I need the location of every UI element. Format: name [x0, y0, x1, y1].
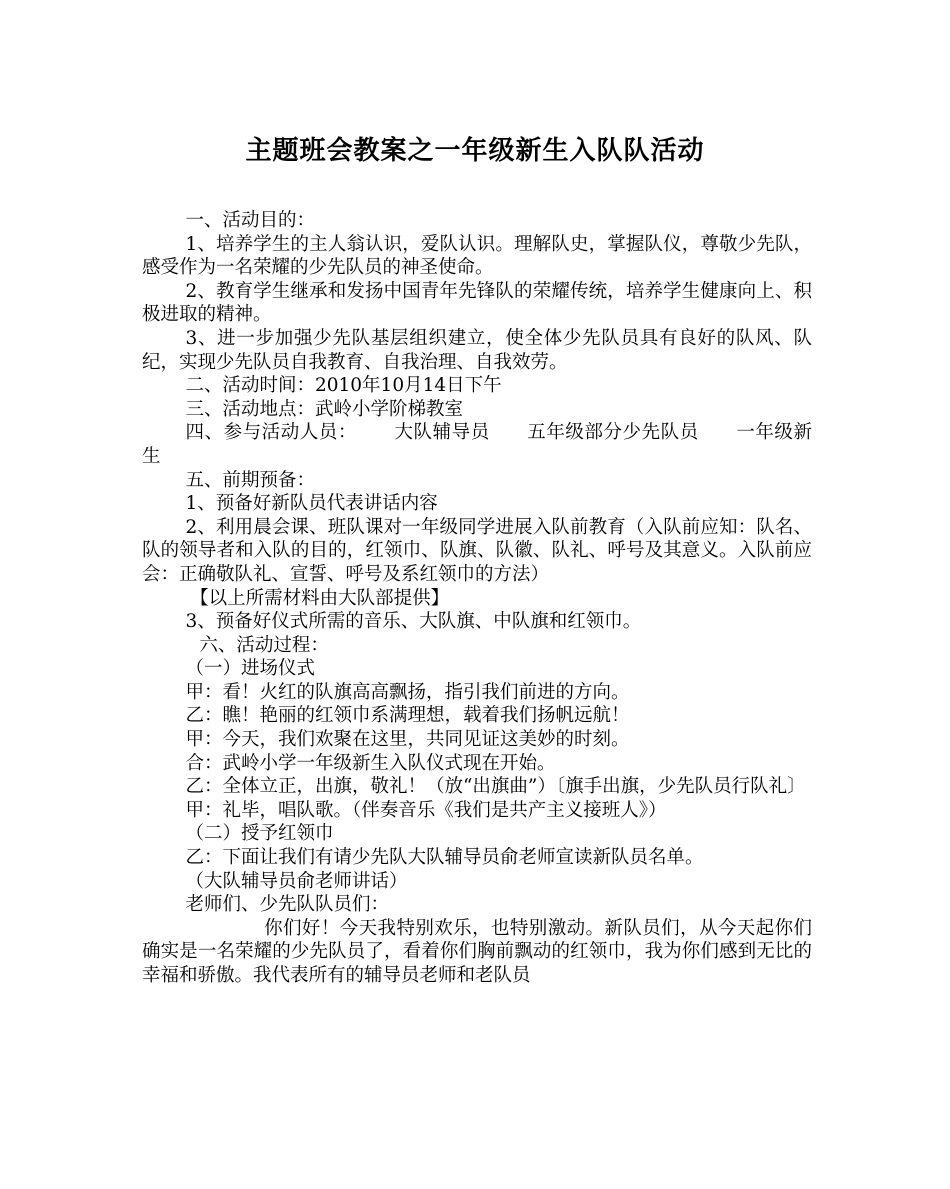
subsection-scarf: （二）授予红领巾: [185, 823, 334, 845]
participants-label: 四、参与活动人员：: [185, 422, 357, 444]
preparation-item-2: 2、利用晨会课、班队课对一年级同学进展入队前教育（入队前应知：队名、队的领导者和入队的目的，红领巾、队旗、队徽、队礼、呼号及其意义。入队前应会：正确敬队礼、宣誓、呼号及系红领巾的方法）: [142, 516, 812, 585]
document-title: 主题班会教案之一年级新生入队队活动: [245, 136, 705, 166]
speech-salutation: 老师们、少先队队员们：: [185, 894, 389, 916]
purpose-item-2: 2、教育学生继承和发扬中国青年先锋队的荣耀传统，培养学生健康向上、积极进取的精神。: [142, 280, 812, 326]
participants: [142, 421, 812, 468]
materials-note: 【以上所需材料由大队部提供】: [190, 587, 450, 609]
activity-location: 三、活动地点：武岭小学阶梯教室: [185, 398, 463, 420]
dialogue-line: 甲：今天，我们欢聚在这里，共同见证这美妙的时刻。: [185, 729, 630, 751]
section-heading-process: 六、活动过程：: [199, 634, 329, 656]
counselor-speech-note: （大队辅导员俞老师讲话）: [185, 870, 408, 892]
preparation-item-3: 3、预备好仪式所需的音乐、大队旗、中队旗和红领巾。: [185, 611, 642, 633]
participant-counselor: 大队辅导员: [393, 422, 490, 444]
subsection-entrance: （一）进场仪式: [185, 658, 315, 680]
section-heading-purpose: 一、活动目的：: [185, 210, 315, 231]
dialogue-line: 合：武岭小学一年级新生入队仪式现在开始。: [185, 752, 556, 774]
section-heading-preparation: 五、前期预备：: [185, 469, 315, 491]
dialogue-line: 甲：看！火红的队旗高高飘扬，指引我们前进的方向。: [185, 681, 630, 703]
purpose-item-3: 3、进一步加强少先队基层组织建立，使全体少先队员具有良好的队风、队纪，实现少先队员自我教育、自我治理、自我效劳。: [142, 327, 812, 373]
purpose-item-1: 1、培养学生的主人翁认识，爱队认识。理解队史，掌握队仪，尊敬少先队，感受作为一名荣耀的少先队员的神圣使命。: [142, 233, 812, 279]
dialogue-line: 乙：瞧！艳丽的红领巾系满理想，载着我们扬帆远航！: [185, 705, 630, 727]
activity-time: 二、活动时间：2010年10月14日下午: [185, 375, 502, 397]
speech-body: 你们好！今天我特别欢乐，也特别激动。新队员们，从今天起你们确实是一名荣耀的少先队员了，看着你们胸前飘动的红领巾，我为你们感到无比的幸福和骄傲。我代表所有的辅导员老师和老队员: [142, 917, 812, 986]
dialogue-line: 乙：下面让我们有请少先队大队辅导员俞老师宣读新队员名单。: [185, 847, 704, 869]
participant-grade5: 五年级部分少先队员: [526, 422, 699, 444]
participant-grade1: 一年级新生: [142, 422, 812, 467]
dialogue-line: 乙：全体立正，出旗，敬礼！（放“出旗曲”）〔旗手出旗，少先队员行队礼〕: [185, 776, 806, 798]
dialogue-line: 甲：礼毕，唱队歌。（伴奏音乐《我们是共产主义接班人》）: [185, 799, 667, 821]
document-body: [142, 209, 812, 988]
preparation-item-1: 1、预备好新队员代表讲话内容: [185, 493, 438, 515]
